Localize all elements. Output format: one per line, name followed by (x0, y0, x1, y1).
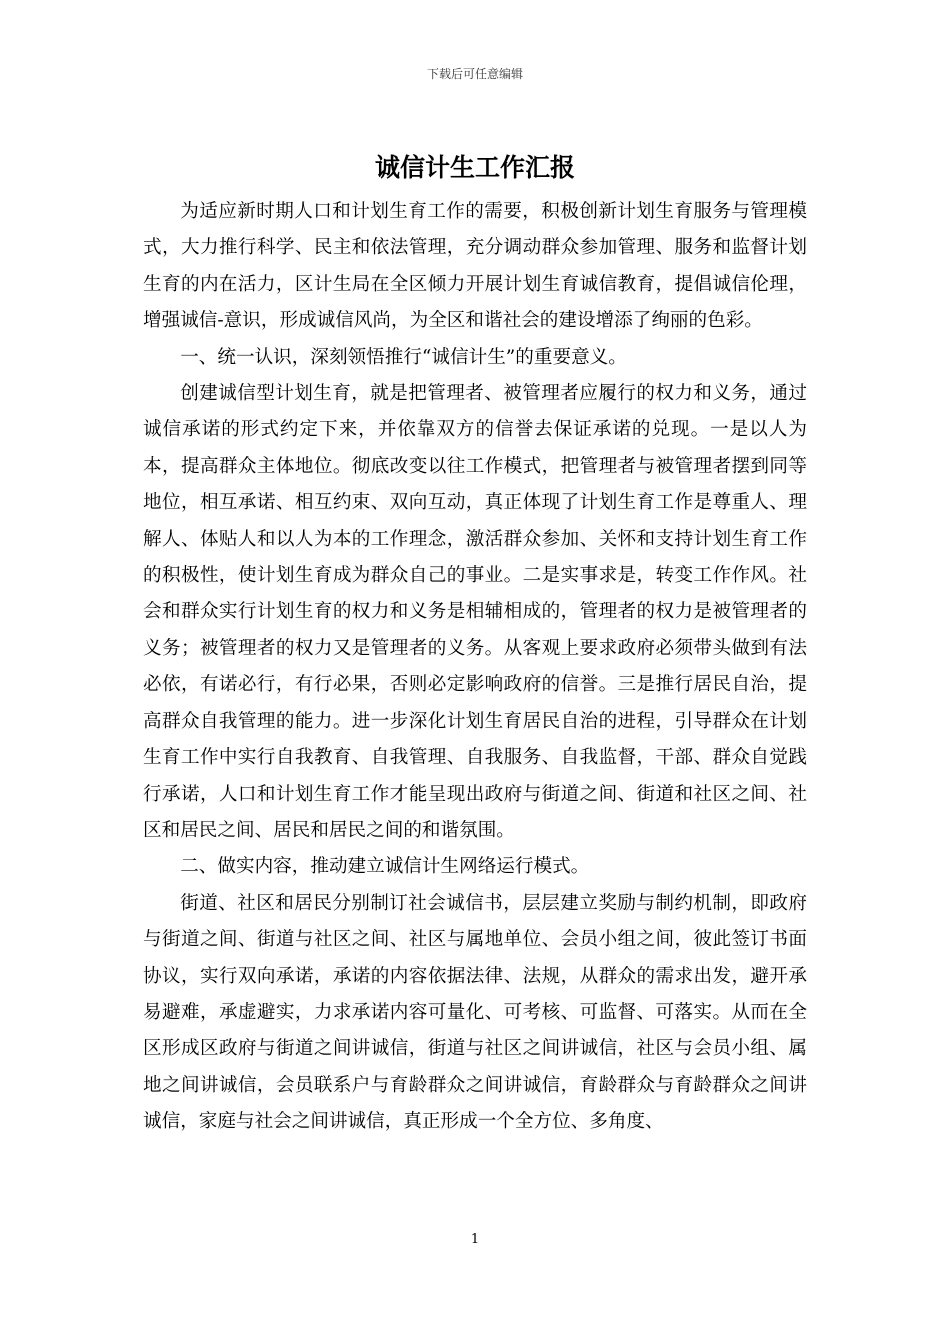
document-body (143, 194, 807, 1141)
page-header-note: 下载后可任意编辑 (426, 67, 523, 81)
paragraph-section-2: 街道、社区和居民分别制订社会诚信书，层层建立奖励与制约机制，即政府与街道之间、街道与社区之间、社区与属地单位、会员小组之间，彼此签订书面协议，实行双向承诺，承诺的内容依据法律、法规，从群众的需求出发，避开承易避难，承虚避实，力求承诺内容可量化、可考核、可监督、可落实。从而在全区形成区政府与街道之间讲诚信，街道与社区之间讲诚信，社区与会员小组、属地之间讲诚信，会员联系户与育龄群众之间讲诚信，育龄群众与育龄群众之间讲诚信，家庭与社会之间讲诚信，真正形成一个全方位、多角度、 (143, 892, 807, 1133)
document-title: 诚信计生工作汇报 (374, 153, 575, 182)
section-heading-2: 二、做实内容，推动建立诚信计生网络运行模式。 (180, 856, 590, 878)
section-heading-1: 一、统一认识，深刻领悟推行“诚信计生”的重要意义。 (180, 346, 627, 368)
page-number: 1 (470, 1232, 480, 1247)
paragraph-intro: 为适应新时期人口和计划生育工作的需要，积极创新计划生育服务与管理模式，大力推行科学、民主和依法管理，充分调动群众参加管理、服务和监督计划生育的内在活力，区计生局在全区倾力开展计划生育诚信教育，提倡诚信伦理，增强诚信-意识，形成诚信风尚，为全区和谐社会的建设增添了绚丽的色彩。 (143, 201, 807, 332)
paragraph-section-1: 创建诚信型计划生育，就是把管理者、被管理者应履行的权力和义务，通过诚信承诺的形式约定下来，并依靠双方的信誉去保证承诺的兑现。一是以人为本，提高群众主体地位。彻底改变以往工作模式，把管理者与被管理者摆到同等地位，相互承诺、相互约束、双向互动，真正体现了计划生育工作是尊重人、理解人、体贴人和以人为本的工作理念，激活群众参加、关怀和支持计划生育工作的积极性，使计划生育成为群众自己的事业。二是实事求是，转变工作作风。社会和群众实行计划生育的权力和义务是相辅相成的，管理者的权力是被管理者的义务；被管理者的权力又是管理者的义务。从客观上要求政府必须带头做到有法必依，有诺必行，有行必果，否则必定影响政府的信誉。三是推行居民自治，提高群众自我管理的能力。进一步深化计划生育居民自治的进程，引导群众在计划生育工作中实行自我教育、自我管理、自我服务、自我监督，干部、群众自觉践行承诺，人口和计划生育工作才能呈现出政府与街道之间、街道和社区之间、社区和居民之间、居民和居民之间的和谐氛围。 (143, 383, 807, 841)
